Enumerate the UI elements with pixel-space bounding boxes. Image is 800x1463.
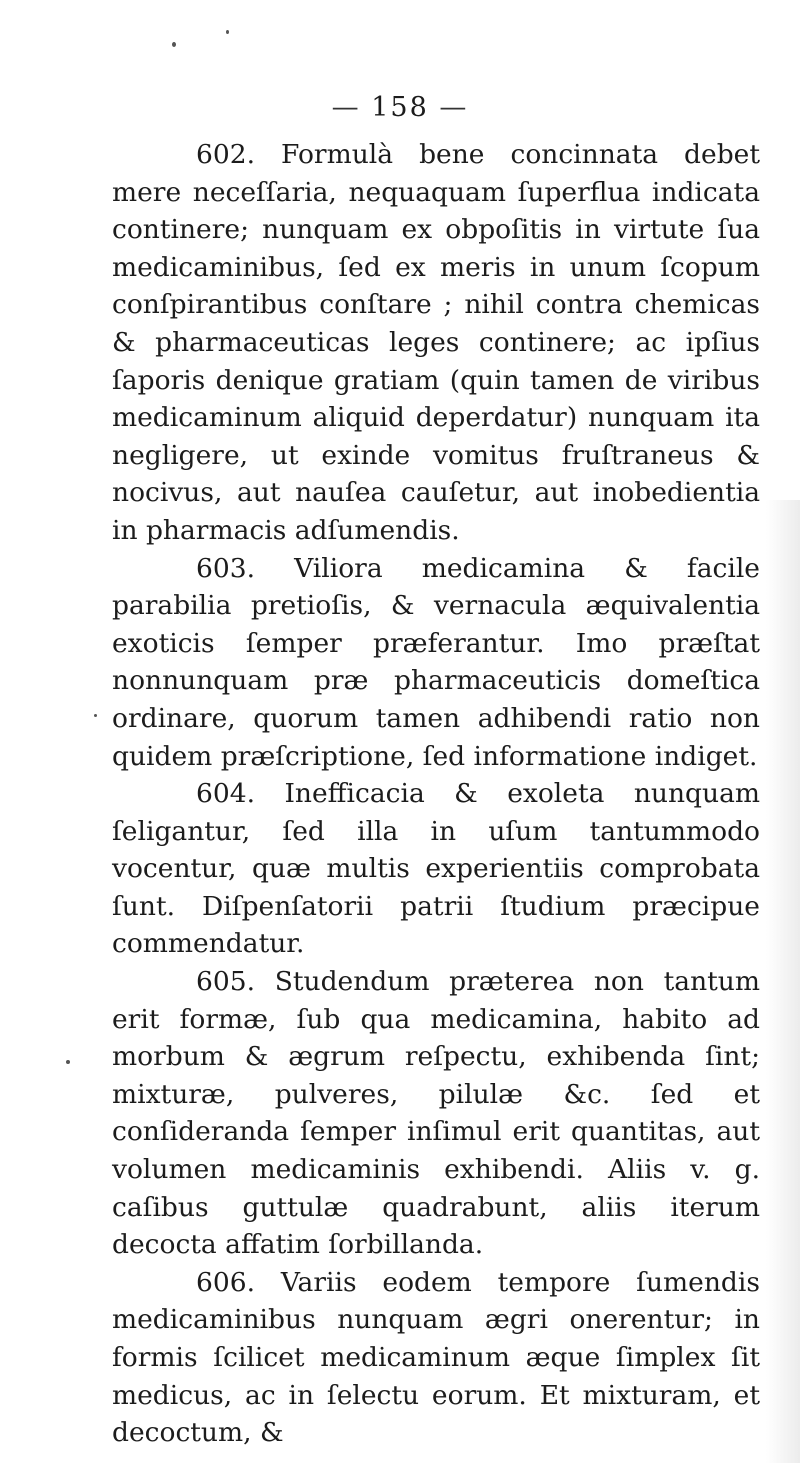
page-header bbox=[0, 88, 800, 128]
scan-speck bbox=[66, 1060, 70, 1064]
paragraph-text: Formulà bene concinnata debet mere neceſſaria, nequaquam ſuperflua indicata continere; nunquam ex obpoſitis in virtute ſua medicaminibus, ſed ex meris in unum ſcopum conſpirantibus conſtare ; nihil contra chemicas & pharmaceuticas leges continere; ac ipſius ſaporis denique gratiam (quin tamen de viribus medicaminum aliquid deperdatur) nunquam ita negligere, ut exinde vomitus fruſtraneus & nocivus, aut nauſea cauſetur, aut inobedientia in pharmacis adſumendis. bbox=[112, 139, 760, 546]
paragraph-text: Viliora medicamina & facile parabilia pretioſis, & vernacula æquivalentia exoticis ſemper præferantur. Imo præſtat nonnunquam præ pharmaceuticis domeſtica ordinare, quorum tamen adhibendi ratio non quidem præſcriptione, ſed informatione indiget. bbox=[112, 552, 760, 772]
paragraph-number: 604. bbox=[196, 778, 256, 810]
scan-speck bbox=[226, 30, 229, 34]
paragraph-number: 602. bbox=[196, 139, 256, 170]
page-body bbox=[112, 136, 760, 1452]
page-number: 158 bbox=[371, 92, 429, 123]
paragraph-text: Inefficacia & exoleta nunquam ſeligantur, ſed illa in uſum tantummodo vocentur, quæ multis experientiis comprobata ſunt. Diſpenſatorii patrii ſtudium præcipue commendatur. bbox=[112, 778, 760, 960]
header-left-dash: — bbox=[331, 92, 361, 123]
page-edge-shadow bbox=[766, 500, 800, 1463]
paragraph-text: Studendum præterea non tantum erit formæ, ſub qua medicamina, habito ad morbum & ægrum reſpectu, exhibenda ſint; mixturæ, pulveres, pilulæ &c. ſed et conſideranda ſemper inſimul erit quantitas, aut volumen medicaminis exhibendi. Aliis v. g. caſibus guttulæ quadrabunt, aliis iterum decocta affatim ſorbillanda. bbox=[112, 966, 760, 1261]
paragraph-text: Variis eodem tempore ſumendis medicaminibus nunquam ægri onerentur; in formis ſcilicet medicaminum æque ſimplex ſit medicus, ac in ſelectu eorum. Et mixturam, et decoctum, & bbox=[112, 1266, 760, 1449]
paragraph-number: 606. bbox=[196, 1266, 256, 1298]
scan-speck bbox=[172, 42, 176, 47]
paragraph-602 bbox=[112, 136, 760, 550]
paragraph-605 bbox=[112, 963, 760, 1264]
paragraph-604 bbox=[112, 775, 760, 963]
paragraph-number: 603. bbox=[196, 552, 256, 584]
paragraph-number: 605. bbox=[196, 966, 256, 998]
header-right-dash: — bbox=[439, 92, 469, 123]
scan-speck bbox=[94, 714, 97, 717]
paragraph-606 bbox=[112, 1264, 760, 1452]
paragraph-603 bbox=[112, 550, 760, 776]
